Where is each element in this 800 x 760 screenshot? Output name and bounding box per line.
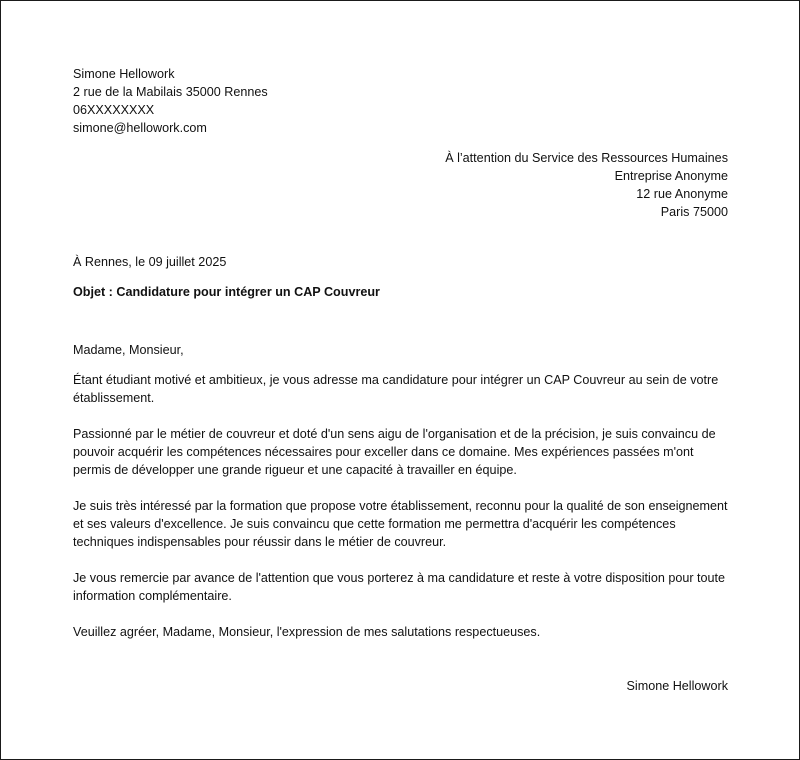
sender-block [73, 65, 728, 137]
greeting: Madame, Monsieur, [73, 343, 184, 357]
recipient-attention: À l’attention du Service des Ressources Humaines [445, 151, 728, 165]
paragraph-motivation: Passionné par le métier de couvreur et doté d'un sens aigu de l'organisation et de la précision, je suis convaincu de pouvoir acquérir les compétences nécessaires pour exceller dans ce domaine. Mes expériences passées m'ont permis de développer une grande rigueur et une capacité à travailler en équipe. [73, 427, 716, 477]
sender-address: 2 rue de la Mabilais 35000 Rennes [73, 85, 268, 99]
signature: Simone Hellowork [626, 679, 728, 693]
recipient-company: Entreprise Anonyme [614, 169, 728, 183]
sender-phone: 06XXXXXXXX [73, 103, 155, 117]
subject-line: Objet : Candidature pour intégrer un CAP Couvreur [73, 285, 380, 299]
paragraph-thanks: Je vous remercie par avance de l'attention que vous porterez à ma candidature et reste à votre disposition pour toute information complémentaire. [73, 571, 726, 603]
paragraph-training: Je suis très intéressé par la formation que propose votre établissement, reconnu pour la qualité de son enseignement et ses valeurs d'excellence. Je suis convaincu que cette formation me permettra d'acquérir les compétences techniques indispensables pour réussir dans le métier de couvreur. [73, 499, 728, 549]
letter-body [73, 65, 728, 695]
recipient-city: Paris 75000 [660, 205, 728, 219]
paragraph-intro: Étant étudiant motivé et ambitieux, je vous adresse ma candidature pour intégrer un CAP Couvreur au sein de votre établissement. [73, 373, 719, 405]
recipient-street: 12 rue Anonyme [636, 187, 728, 201]
paragraph-closing: Veuillez agréer, Madame, Monsieur, l'expression de mes salutations respectueuses. [73, 625, 541, 639]
sender-name: Simone Hellowork [73, 67, 175, 81]
recipient-block [73, 149, 728, 221]
sender-email: simone@hellowork.com [73, 121, 207, 135]
date-line: À Rennes, le 09 juillet 2025 [73, 255, 227, 269]
